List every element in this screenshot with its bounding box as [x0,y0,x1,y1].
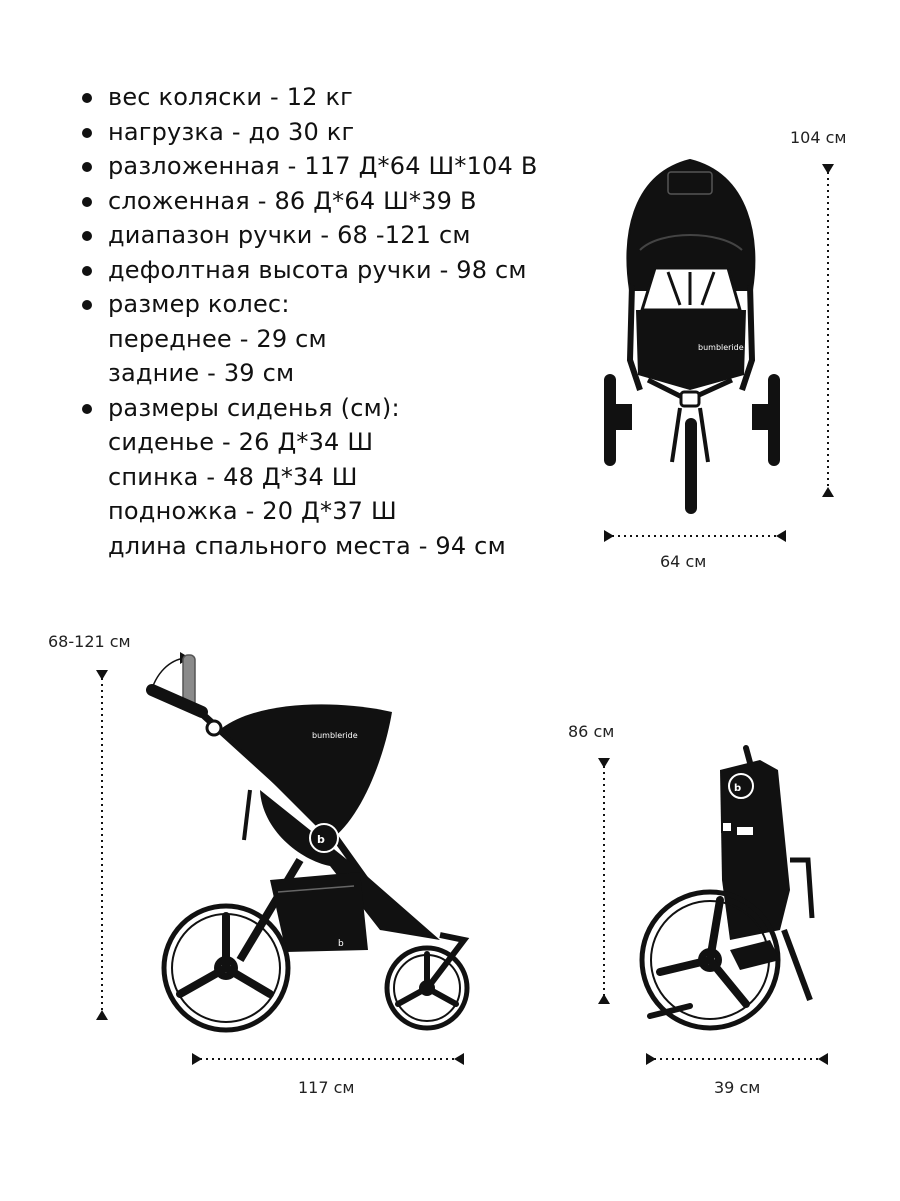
spec-item: дефолтная высота ручки - 98 см [78,253,537,288]
arrow-up-icon [96,1010,108,1020]
folded-height-label: 86 см [568,722,615,741]
spec-item: нагрузка - до 30 кг [78,115,537,150]
spec-item: размеры сиденья (см): [78,391,537,426]
spec-item: сиденье - 26 Д*34 Ш [108,428,374,456]
front-width-label: 64 см [660,552,707,571]
side-handle-range-label: 68-121 см [48,632,131,651]
logo-text: bumbleride [312,731,358,740]
arrow-up-icon [598,994,610,1004]
arrow-down-icon [822,164,834,174]
arrow-right-icon [604,530,614,542]
arrow-right-icon [192,1053,202,1065]
spec-item: размер колес: [78,287,537,322]
front-height-label: 104 см [790,128,847,147]
arrow-left-icon [776,530,786,542]
arrow-left-icon [454,1053,464,1065]
spec-item: переднее - 29 см [108,324,327,353]
logo-text: bumbleride [698,343,744,352]
spec-item: разложенная - 117 Д*64 Ш*104 В [78,149,537,184]
brand-mark: b [734,783,742,794]
stroller-front-view [604,160,780,514]
spec-item: подножка - 20 Д*37 Ш [108,497,397,525]
stroller-side-view [150,652,467,1030]
stroller-folded-view [642,748,812,1028]
spec-item: длина спального места - 94 см [108,531,506,560]
arrow-up-icon [822,487,834,497]
spec-item: диапазон ручки - 68 -121 см [78,218,537,253]
arrow-down-icon [598,758,610,768]
folded-length-label: 39 см [714,1078,761,1097]
brand-mark: b [338,939,344,949]
arrow-down-icon [96,670,108,680]
spec-item: задние - 39 см [108,359,295,387]
spec-item: спинка - 48 Д*34 Ш [108,462,358,491]
arrow-right-icon [646,1053,656,1065]
brand-mark: b [317,833,325,846]
spec-item: сложенная - 86 Д*64 Ш*39 В [78,184,537,219]
side-length-label: 117 см [298,1078,355,1097]
arrow-left-icon [818,1053,828,1065]
spec-item: вес коляски - 12 кг [78,80,537,115]
